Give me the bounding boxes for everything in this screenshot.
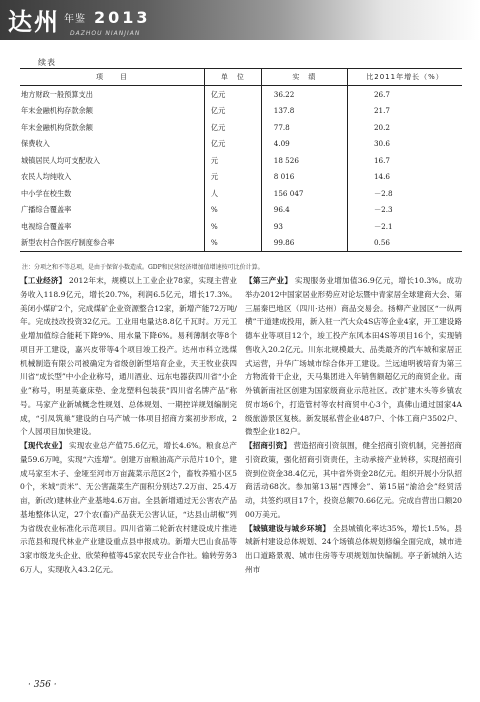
header-unit: 单 位 xyxy=(204,69,261,86)
row-item: 农民人均纯收入 xyxy=(21,172,72,182)
row-unit: % xyxy=(204,235,261,252)
section-keyword: 【现代农业】 xyxy=(20,441,67,450)
row-item: 电视综合覆盖率 xyxy=(21,221,72,231)
row-item: 地方财政一般预算支出 xyxy=(21,89,93,99)
table-row xyxy=(20,202,462,219)
row-value: 18 526 xyxy=(261,152,347,169)
row-growth: 14.6 xyxy=(347,169,462,186)
row-unit: 元 xyxy=(204,169,261,186)
row-item: 新型农村合作医疗制度参合率 xyxy=(20,235,204,252)
paragraph-text: 实现农业总产值75.6亿元，增长4.6%。粮食总产量59.6万吨，实现“六连增”。创建万亩粮油高产示范片10个，建成马家至木子、金垭至河市万亩蔬菜示范区2个，畜牧养殖小区50个，米城“贡米”、无公害蔬菜生产面积分别达7.2万亩、25.4万亩，新(改)建林业产业基地4.6万亩。全县新增通过无公害农产品基地整体认定，27个农(畜)产品获无公害认证，“达县山胡椒”列为省级农业标准化示范项目。四川省第二轮新农村建设成片推进示范县和现代林业产业建设重点县申报成功。新增大巴山食品等3家市级龙头企业、欣荣种植等45家农民专业合作社。输转劳务36万人，实现收入43.2亿元。 xyxy=(20,441,238,574)
paragraph-text: 全县城镇化率达35%，增长1.5%。县城新村建设总体规划、24个场镇总体规划修编全面完成，城市进出口道路景观、城市住房等专项规划加快编制。亭子新城纳入达州市 xyxy=(245,523,462,574)
table-row xyxy=(20,218,462,235)
row-value: 137.8 xyxy=(261,103,347,120)
table-row xyxy=(20,152,462,169)
paragraph-urban xyxy=(245,522,462,577)
table-note: 注：分项之和不等总项，是由于保留小数造成。GDP和民营经济增加值增速按可比价计算。 xyxy=(22,264,264,271)
row-growth: －2.1 xyxy=(347,218,462,235)
row-unit: 亿元 xyxy=(204,136,261,153)
table-row xyxy=(20,119,462,136)
row-value: 77.8 xyxy=(261,119,347,136)
left-text-column xyxy=(20,274,237,577)
banner-subtitle: 年鉴 xyxy=(64,14,86,25)
row-unit: % xyxy=(204,218,261,235)
section-keyword: 【城镇建设与城乡环境】 xyxy=(245,523,331,533)
row-item: 年末金融机构存款余额 xyxy=(21,106,93,116)
row-unit: 亿元 xyxy=(204,103,261,120)
paragraph-investment xyxy=(245,439,462,522)
header-item: 项 目 xyxy=(20,69,204,86)
paragraph-text: 2012年末，规模以上工业企业78家，实现主营业务收入118.9亿元，增长20.7%，利润6.5亿元，增长17.3%。美闭小煤矿2个，完成煤矿企业资源整合12家，新增产能72万吨/年。完成技改投资32亿元。工业用电量达8.8亿千瓦时。万元工业增加值综合能耗下降9%、用水量下降6%。易利薄制衣等8个项目开工建设，嘉兴皮带等4个项目竣工投产。达州市科立选煤机械制造有限公司被确定为省级创新型培育企业，天王牧业获四川省“成长型”中小企业称号，通川酒业、远东电器获四川省“小企业”称号，明星英豪床垫、金龙塑料包装获“四川省名牌产品”称号。马家产业新城概念性规划、总体规划、一期控详规划编制完成，“引凤筑巢”建设的白马产城一体项目招商方案初步形成，2个人园项目加快建设。 xyxy=(20,276,238,437)
row-growth: 0.56 xyxy=(347,235,462,252)
row-item: 广播综合覆盖率 xyxy=(21,205,72,215)
row-growth: 26.7 xyxy=(347,86,462,103)
row-growth: －2.3 xyxy=(347,202,462,219)
row-item: 城镇居民人均可支配收入 xyxy=(21,155,101,165)
table-row xyxy=(20,185,462,202)
row-growth: 20.2 xyxy=(347,119,462,136)
statistics-table xyxy=(20,68,462,252)
row-value: 36.22 xyxy=(261,86,347,103)
paragraph-text: 实现服务业增加值36.9亿元，增长10.3%。成功举办2012中国家居业形势应对论坛暨中青家居全球建商大会、第三届秦巴地区（四川·达州）商品交易会。扬柳产业园区“一纵两横”干道建成投用，新入驻一汽大众4S店等企业4家，开工建设路德车业等项目12个，竣工投产东风本田4S等项目16个，实现销售收入20.2亿元。川东北规模最大、品类最齐的汽车城和家居正式运营，升华广场城市综合体开工建设。兰远迪明被培育为第三方物流骨干企业，天马集团进入年销售额超亿元的商贸企业。南外镇新南社区创建为国家级商业示范社区。改扩建木头等乡镇农贸市场6个，打造管村等农村商贸中心3个，真佛山通过国家4A级旅游景区复核。新发展私营企业487户、个体工商户3502户、微型企业182户。 xyxy=(245,276,462,437)
table-row xyxy=(20,169,462,186)
table-row xyxy=(20,136,462,153)
section-keyword: 【工业经济】 xyxy=(20,276,67,285)
table-row xyxy=(20,86,462,103)
right-text-column xyxy=(245,274,462,577)
row-unit: 亿元 xyxy=(204,119,261,136)
row-unit: 人 xyxy=(204,185,261,202)
section-keyword: 【招商引资】 xyxy=(245,441,291,450)
row-value: 93 xyxy=(261,218,347,235)
paragraph-text: 营造招商引资氛围，健全招商引资机制，完善招商引资政策，强化招商引资责任，主动承接产业转移，实现招商引资到位资金38.4亿元，其中省外资金28亿元。组织开展小分队招商活动68次。参加第13届“西博会”、第15届“渝洽会”经贸活动，共签约项目17个，投资总额70.66亿元。完成自营出口额2000万美元。 xyxy=(245,441,462,519)
row-unit: 元 xyxy=(204,152,261,169)
row-unit: 亿元 xyxy=(204,86,261,103)
row-growth: 16.7 xyxy=(347,152,462,169)
row-growth: －2.8 xyxy=(347,185,462,202)
row-value: 4.09 xyxy=(261,136,347,153)
row-growth: 21.7 xyxy=(347,103,462,120)
yearbook-banner xyxy=(0,0,480,40)
table-row xyxy=(20,103,462,120)
row-item: 中小学在校生数 xyxy=(21,188,72,198)
row-unit: % xyxy=(204,202,261,219)
section-keyword: 【第三产业】 xyxy=(245,276,293,285)
paragraph-industry xyxy=(20,274,237,439)
header-value: 实 绩 xyxy=(261,69,347,86)
row-item: 年末金融机构贷款余额 xyxy=(21,122,93,132)
row-value: 8 016 xyxy=(261,169,347,186)
paragraph-agriculture xyxy=(20,439,237,577)
table-header-row xyxy=(20,69,462,86)
continued-table-label: 续表 xyxy=(38,58,56,67)
row-item: 保费收入 xyxy=(21,139,50,149)
banner-title: 达州 xyxy=(8,8,60,36)
banner-pinyin: DAZHOU NIANJIAN xyxy=(70,30,141,37)
table-row xyxy=(20,235,462,252)
banner-year: 2013 xyxy=(94,8,151,27)
paragraph-services xyxy=(245,274,462,439)
row-value: 156 047 xyxy=(261,185,347,202)
page-number: · 356 · xyxy=(28,680,57,690)
header-growth: 比2011年增长（%） xyxy=(347,69,462,86)
row-value: 99.86 xyxy=(261,235,347,252)
row-value: 96.4 xyxy=(261,202,347,219)
row-growth: 30.6 xyxy=(347,136,462,153)
